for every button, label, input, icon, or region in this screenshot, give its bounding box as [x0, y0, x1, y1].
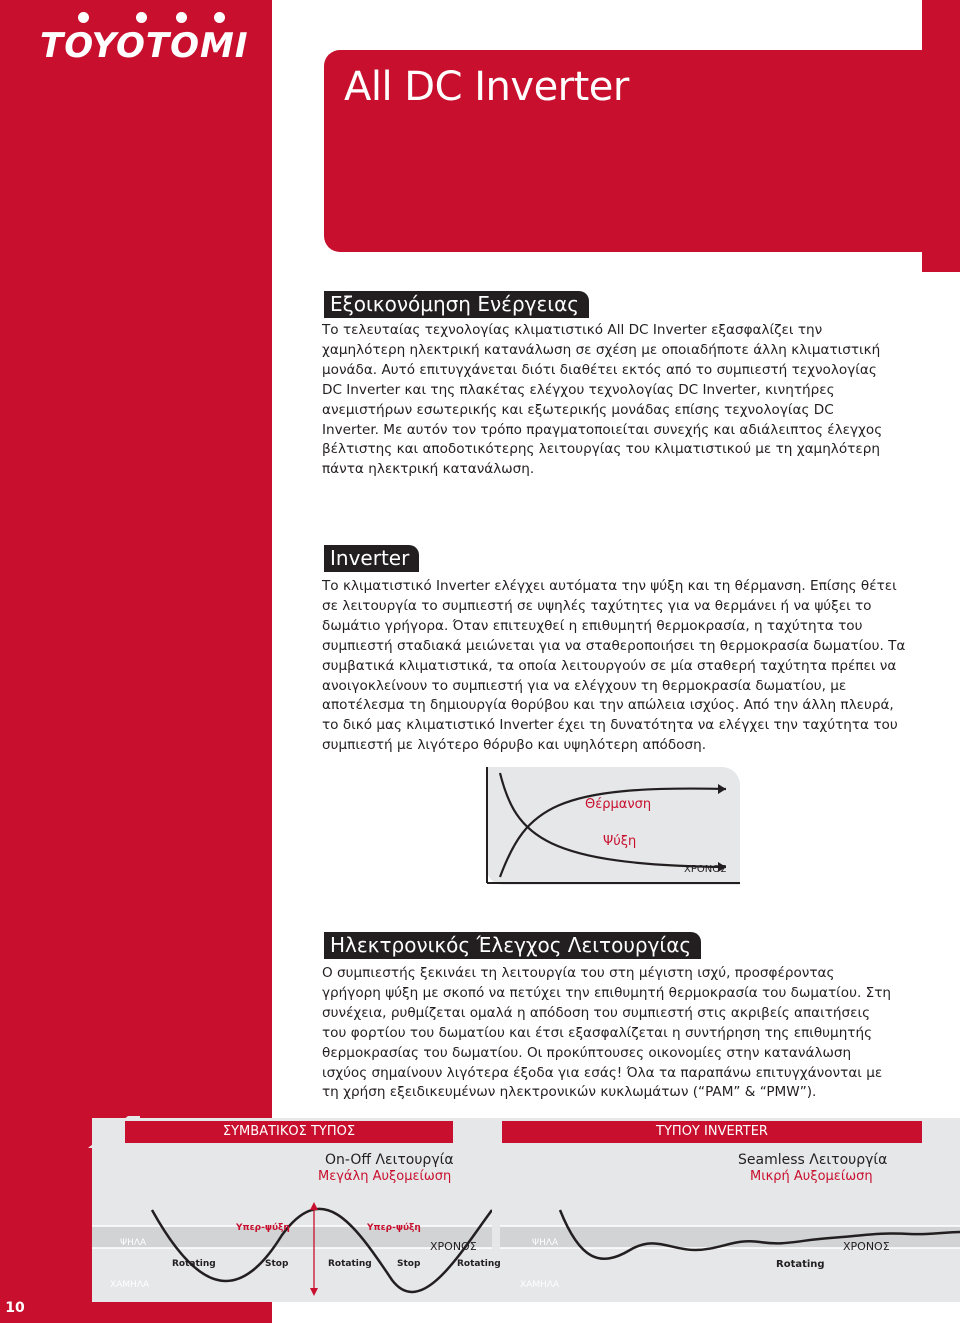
inverter-curve-diagram: [486, 767, 740, 885]
section-heading-inverter: Inverter: [324, 545, 419, 572]
step-label: Rotating: [457, 1259, 501, 1269]
section-text-inverter: Το κλιματιστικό Inverter ελέγχει αυτόματα την ψύξη και τη θέρμανση. Επίσης θέτει σε λειτουργία το συμπιεστή σε υψηλές ταχύτητες για να θερμάνει ή να ψύξει το δωμάτιο γρήγορα. Όταν επιτευχθεί η επιθυμητή θερμοκρασία, η ταχύτητα του συμπιεστή σταδιακά μειώνεται για να σταθεροποιήσει τη θερμοκρασία δωματίου. Τα συμβατικά κλιματιστικά, τα οποία λειτουργούν σε μία σταθερή ταχύτητα πρέπει να ανοιγοκλείνουν το συμπιεστή για να ελέγχουν τη θερμοκρασία δωματίου, με αποτέλεσμα τη δημιουργία θορύβου και την απώλεια ισχύος. Από την άλλη πλευρά, το δικό μας κλιματιστικό Inverter έχει τη δυνατότητα να ελέγχει την ταχύτητα του συμπιεστή με λιγότερο θόρυβο και υψηλότερη απόδοση.: [322, 578, 906, 754]
page-title: All DC Inverter: [344, 64, 629, 110]
conventional-header: ΣΥΜΒΑΤΙΚΟΣ ΤΥΠΟΣ: [125, 1121, 453, 1143]
inverter-wave: [500, 1190, 960, 1302]
brand-logo: TOYOTOMI: [40, 26, 249, 66]
heating-label: Θέρμανση: [585, 797, 652, 812]
inverter-type-header: ΤΥΠΟΥ INVERTER: [502, 1121, 922, 1143]
inverter-high-label: ΨΗΛΑ: [532, 1238, 559, 1248]
overcool-label-1: Υπερ-ψύξη: [236, 1223, 290, 1233]
conventional-low-label: ΧΑΜΗΛΑ: [110, 1280, 150, 1290]
inverter-mode-subtitle: Μικρή Αυξομείωση: [750, 1169, 873, 1184]
section-text-energy: Το τελευταίας τεχνολογίας κλιματιστικό All DC Inverter εξασφαλίζει την χαμηλότερη ηλεκτρική κατανάλωση σε σχέση με οποιαδήποτε άλλη κλιματιστική μονάδα. Αυτό επιτυγχάνεται διότι διαθέτει εκτός από το συμπιεστή τεχνολογίας DC Inverter και της πλακέτας ελέγχου τεχνολογίας DC Inverter, κινητήρες ανεμιστήρων εσωτερικής και εξωτερικής μονάδας επίσης τεχνολογίας DC Inverter. Με αυτόν τον τρόπο πραγματοποιείται συνεχής και αδιάλειπτος έλεγχος βέλτιστης και αποδοτικότερης λειτουργίας του κλιματιστικού με τη χαμηλότερη πάντα ηλεκτρική κατανάλωση.: [322, 322, 883, 478]
conventional-time-label: ΧΡΟΝΟΣ: [430, 1240, 477, 1253]
inverter-low-label: ΧΑΜΗΛΑ: [520, 1280, 560, 1290]
cooling-label: Ψύξη: [603, 834, 637, 849]
logo-dots: [40, 12, 250, 26]
step-label: Stop: [397, 1259, 421, 1269]
section-heading-energy: Εξοικονόμηση Ενέργειας: [324, 291, 589, 318]
inverter-step-label: Rotating: [776, 1259, 825, 1270]
step-label: Stop: [265, 1259, 289, 1269]
step-label: Rotating: [172, 1259, 216, 1269]
step-label: Rotating: [328, 1259, 372, 1269]
overcool-label-2: Υπερ-ψύξη: [367, 1223, 421, 1233]
conventional-mode-title: On-Off Λειτουργία: [325, 1152, 454, 1168]
conventional-high-label: ΨΗΛΑ: [120, 1238, 147, 1248]
section-text-electronic: Ο συμπιεστής ξεκινάει τη λειτουργία του στη μέγιστη ισχύ, προσφέροντας γρήγορη ψύξη με σκοπό να πετύχει την επιθυμητή θερμοκρασία του δωματίου. Στη συνέχεια, ρυθμίζεται ομαλά η απόδοση του συμπιεστή στις ακριβείς απαιτήσεις του φορτίου του δωματίου και έτσι εξασφαλίζεται η συντήρηση της επιθυμητής θερμοκρασίας του δωματίου. Οι προκύπτουσες οικονομίες στην κατανάλωση ισχύος σημαίνουν λιγότερα έξοδα για εσάς! Όλα τα παραπάνω επιτυγχάνονται με τη χρήση εξειδικευμένων ηλεκτρονικών κυκλωμάτων (“PAM” & “PMW”).: [322, 965, 891, 1101]
time-label: ΧΡΟΝΟΣ: [684, 864, 727, 875]
inverter-mode-title: Seamless Λειτουργία: [738, 1152, 888, 1168]
conventional-mode-subtitle: Μεγάλη Αυξομείωση: [318, 1169, 452, 1184]
inverter-time-label: ΧΡΟΝΟΣ: [843, 1240, 890, 1253]
section-heading-electronic: Ηλεκτρονικός Έλεγχος Λειτουργίας: [324, 932, 701, 959]
page-number: 10: [0, 1293, 30, 1323]
